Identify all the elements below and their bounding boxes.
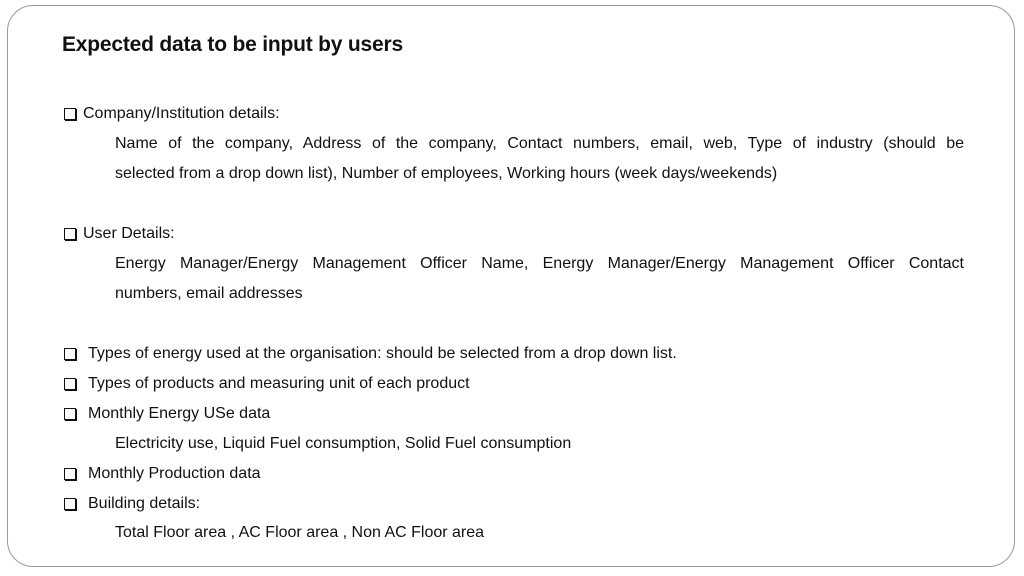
building-details-heading: Building details: (88, 495, 201, 512)
checkbox-bullet-icon (64, 378, 76, 390)
checkbox-bullet-icon (64, 498, 76, 510)
company-details-line-1: Name of the company, Address of the company, Contact numbers, email, web, Type of industry (should be (115, 135, 964, 152)
monthly-energy-heading: Monthly Energy USe data (88, 405, 271, 422)
slide-frame (7, 5, 1015, 567)
products-text: Types of products and measuring unit of each product (88, 375, 470, 392)
user-details-line-2: numbers, email addresses (115, 285, 303, 302)
energy-types-text: Types of energy used at the organisation: should be selected from a drop down list. (88, 345, 677, 362)
bullet-monthly-energy (64, 403, 270, 425)
bullet-company-details (64, 103, 280, 125)
monthly-energy-detail: Electricity use, Liquid Fuel consumption, Solid Fuel consumption (115, 435, 572, 452)
bullet-products (64, 373, 470, 395)
user-details-line-1: Energy Manager/Energy Management Officer Name, Energy Manager/Energy Management Officer Contact (115, 255, 964, 272)
slide-title: Expected data to be input by users (62, 33, 403, 56)
bullet-building-details (64, 493, 200, 515)
company-details-line-2: selected from a drop down list), Number of employees, Working hours (week days/weekends) (115, 165, 778, 182)
monthly-production-text: Monthly Production data (88, 465, 261, 482)
checkbox-bullet-icon (64, 108, 76, 120)
checkbox-bullet-icon (64, 348, 76, 360)
company-details-heading: Company/Institution details: (83, 105, 280, 122)
building-details-detail: Total Floor area , AC Floor area , Non AC Floor area (115, 524, 485, 541)
bullet-energy-types (64, 343, 677, 365)
checkbox-bullet-icon (64, 408, 76, 420)
bullet-user-details (64, 223, 175, 245)
checkbox-bullet-icon (64, 228, 76, 240)
checkbox-bullet-icon (64, 468, 76, 480)
bullet-monthly-production (64, 463, 261, 485)
user-details-heading: User Details: (83, 225, 175, 242)
